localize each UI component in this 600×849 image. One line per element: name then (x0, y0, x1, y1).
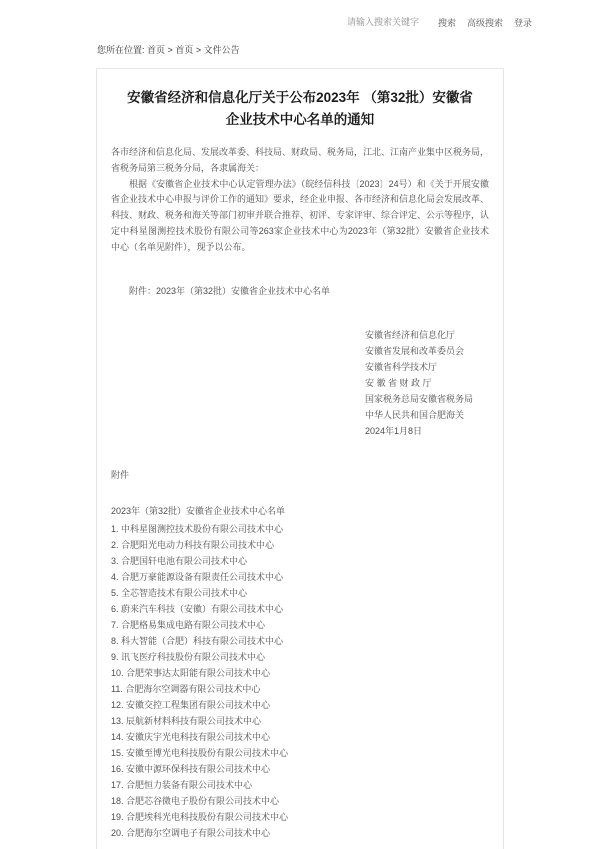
list-item: 12. 安徽交控工程集团有限公司技术中心 (111, 700, 271, 711)
document-title (111, 87, 489, 131)
list-item: 11. 合肥海尔空调器有限公司技术中心 (111, 684, 261, 695)
list-item: 7. 合肥格易集成电路有限公司技术中心 (111, 620, 266, 631)
list-item: 13. 辰航新材料科技有限公司技术中心 (111, 716, 262, 727)
appendix-list-title: 2023年（第32批）安徽省企业技术中心名单 (111, 506, 286, 517)
list-item: 6. 蔚来汽车科技（安徽）有限公司技术中心 (111, 604, 284, 615)
document-title-line: 企业技术中心名单的通知 (225, 112, 375, 127)
list-item: 2. 合肥阳光电动力科技有限公司技术中心 (111, 540, 275, 551)
paragraph-body: 根据《安徽省企业技术中心认定管理办法》（皖经信科技〔2023〕24号）和《关于开展安徽省企业技术中心申报与评价工作的通知》要求，经企业申报、各市经济和信息化局会发展改革、科技、财政、税务和海关等部门初审并联合推荐、初评、专家评审、综合评定、公示等程序，认定中科星图测控技术股份有限公司等263家企业技术中心为2023年（第32批）安徽省企业技术中心（名单见附件），现予以公布。 (111, 178, 490, 252)
document-title-line: 安徽省经济和信息化厅关于公布2023年 （第32批）安徽省 (127, 90, 473, 105)
list-item: 10. 合肥荣事达太阳能有限公司技术中心 (111, 668, 271, 679)
list-item: 8. 科大智能（合肥）科技有限公司技术中心 (111, 636, 284, 647)
attachment-reference: 附件：2023年（第32批）安徽省企业技术中心名单 (129, 285, 331, 296)
breadcrumb-link[interactable]: 首页 > (147, 45, 175, 55)
list-item: 20. 合肥海尔空调电子有限公司技术中心 (111, 828, 271, 839)
list-item: 17. 合肥恒力装备有限公司技术中心 (111, 780, 253, 791)
list-item: 16. 安徽中源环保科技有限公司技术中心 (111, 764, 271, 775)
list-item: 14. 安徽庆宇光电科技有限公司技术中心 (111, 732, 271, 743)
list-item: 5. 全芯智造技术有限公司技术中心 (111, 588, 248, 599)
list-item: 1. 中科星图测控技术股份有限公司技术中心 (111, 524, 284, 535)
signature-line: 安 徽 省 财 政 厅 (365, 378, 432, 389)
signature-line: 国家税务总局安徽省税务局 (365, 394, 474, 405)
list-item: 19. 合肥埃科光电科技股份有限公司技术中心 (111, 812, 289, 823)
list-item: 3. 合肥国轩电池有限公司技术中心 (111, 556, 248, 567)
signature-line: 安徽省经济和信息化厅 (365, 330, 456, 341)
list-item: 9. 讯飞医疗科技股份有限公司技术中心 (111, 652, 266, 663)
list-item: 4. 合肥万豪能源设备有限责任公司技术中心 (111, 572, 284, 583)
signature-line: 安徽省科学技术厅 (365, 362, 438, 373)
signature-date: 2024年1月8日 (365, 426, 423, 437)
breadcrumb-link[interactable]: 首页 > (175, 45, 203, 55)
topbar (347, 15, 532, 29)
list-item: 18. 合肥芯谷微电子股份有限公司技术中心 (111, 796, 280, 807)
company-list (111, 521, 489, 841)
signature-block (365, 327, 489, 439)
paragraph-recipients: 各市经济和信息化局、发展改革委、科技局、财政局、税务局，江北、江南产业集中区税务局，省税务局第三税务分局，各隶属海关： (111, 147, 490, 173)
signature-line: 安徽省发展和改革委员会 (365, 346, 465, 357)
search-button[interactable]: 搜索 (438, 17, 457, 28)
list-item: 15. 安徽至博光电科技股份有限公司技术中心 (111, 748, 289, 759)
breadcrumb (97, 43, 240, 56)
signature-lines (365, 327, 489, 423)
appendix-label: 附件 (111, 470, 130, 481)
signature-line: 中华人民共和国合肥海关 (365, 410, 465, 421)
search-input[interactable] (347, 15, 427, 29)
breadcrumb-prefix: 您所在位置: (97, 45, 148, 55)
breadcrumb-links (147, 45, 240, 55)
document-card (96, 68, 504, 849)
login-link[interactable]: 登录 (514, 17, 533, 28)
breadcrumb-link[interactable]: 文件公告 (203, 45, 240, 55)
advanced-search-link[interactable]: 高级搜索 (467, 17, 504, 28)
